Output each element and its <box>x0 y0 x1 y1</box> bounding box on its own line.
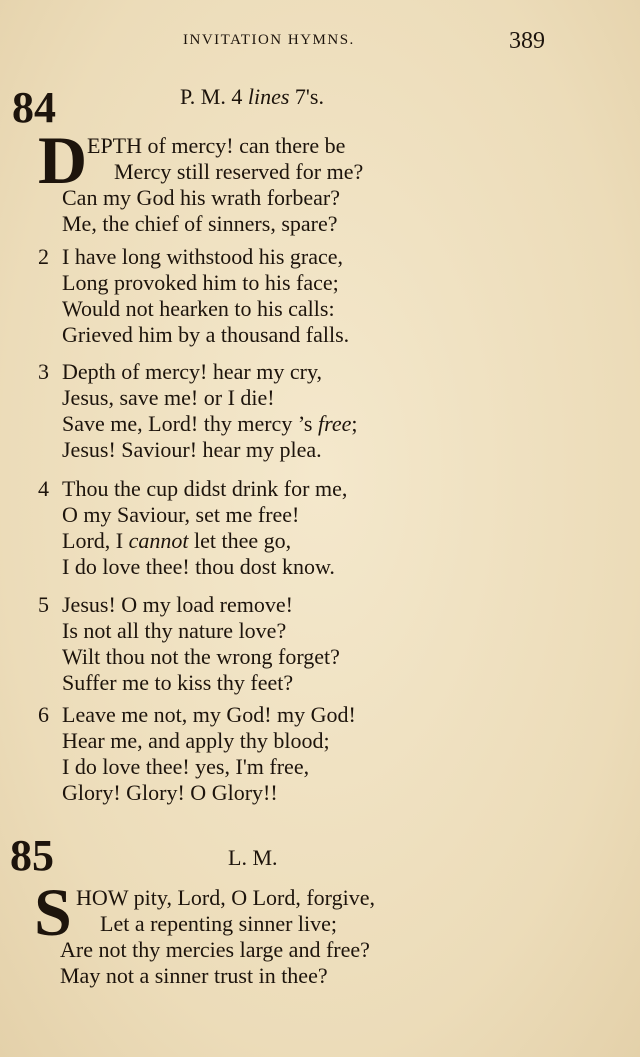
hymn-number-84: 84 <box>12 83 56 132</box>
verse-line: Let a repenting sinner live; <box>100 911 338 936</box>
stanza-6 <box>38 702 356 806</box>
verse-line: Save me, Lord! thy mercy ’s free; <box>62 411 358 436</box>
verse-line: HOW pity, Lord, O Lord, forgive, <box>76 885 375 910</box>
verse-line: Long provoked him to his face; <box>62 270 339 295</box>
verse-line: Is not all thy nature love? <box>62 618 287 643</box>
verse-line: Leave me not, my God! my God! <box>62 702 356 727</box>
verse-line: Suffer me to kiss thy feet? <box>62 670 294 695</box>
drop-cap: D <box>38 122 88 198</box>
verse-line: Would not hearken to his calls: <box>62 296 335 321</box>
verse-line: Jesus! O my load remove! <box>62 592 293 617</box>
stanza-2 <box>38 244 349 348</box>
stanza-1 <box>38 133 363 237</box>
stanza-5 <box>38 592 340 696</box>
verse-line: Jesus, save me! or I die! <box>62 385 275 410</box>
verse-line: Me, the chief of sinners, spare? <box>62 211 338 236</box>
verse-line: Lord, I cannot let thee go, <box>62 528 292 553</box>
verse-line: Depth of mercy! hear my cry, <box>62 359 323 384</box>
stanza-number: 4 <box>38 476 49 501</box>
verse-line: I do love thee! thou dost know. <box>62 554 335 579</box>
verse-line: I have long withstood his grace, <box>62 244 344 269</box>
verse-line: Are not thy mercies large and free? <box>60 937 370 962</box>
verse-line: Mercy still reserved for me? <box>114 159 364 184</box>
stanza-number: 5 <box>38 592 49 617</box>
verse-line: Can my God his wrath forbear? <box>62 185 340 210</box>
verse-line: I do love thee! yes, I'm free, <box>62 754 310 779</box>
drop-cap: S <box>34 874 72 950</box>
stanza-number: 3 <box>38 359 49 384</box>
verse-line: Thou the cup didst drink for me, <box>62 476 348 501</box>
page-number: 389 <box>509 28 545 54</box>
verse-line: May not a sinner trust in thee? <box>60 963 328 988</box>
verse-line: EPTH of mercy! can there be <box>87 133 346 158</box>
verse-line: Wilt thou not the wrong forget? <box>62 644 340 669</box>
stanza-number: 2 <box>38 244 49 269</box>
hymn-number-85: 85 <box>10 831 54 880</box>
verse-line: Jesus! Saviour! hear my plea. <box>62 437 322 462</box>
stanza-number: 6 <box>38 702 49 727</box>
verse-line: Glory! Glory! O Glory!! <box>62 780 278 805</box>
stanza-3 <box>38 359 358 463</box>
hymn-meter: L. M. <box>228 845 278 870</box>
verse-line: O my Saviour, set me free! <box>62 502 300 527</box>
verse-line: Hear me, and apply thy blood; <box>62 728 330 753</box>
running-head: INVITATION HYMNS. <box>183 32 355 48</box>
verse-line: Grieved him by a thousand falls. <box>62 322 350 347</box>
stanza-4 <box>38 476 347 580</box>
hymn-meter: P. M. 4 lines 7's. <box>180 84 324 109</box>
stanza-1 <box>38 885 375 989</box>
